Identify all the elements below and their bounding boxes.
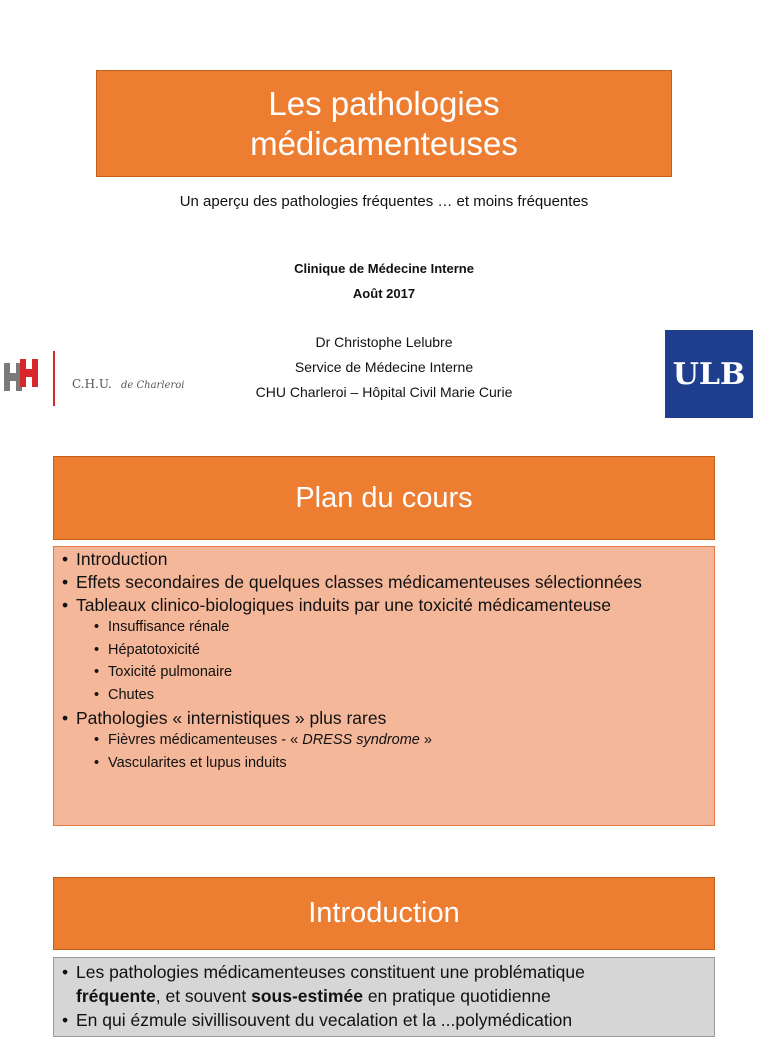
title-line-1: Les pathologies	[268, 84, 500, 122]
intro-text-1: Les pathologies médicamenteuses constituent une problématique	[76, 962, 585, 982]
intro-bullet-1: • Les pathologies médicamenteuses constituent une problématique fréquente, et souvent sous-estimée en pratique quotidienne	[62, 962, 585, 1006]
plan-item-effets: • Effets secondaires de quelques classes médicamenteuses sélectionnées	[60, 572, 708, 593]
plan-subitem: • Chutes	[60, 684, 708, 707]
intro-bullet-2: • En qui ézmule sivillisouvent du vecalation et la ...polymédication	[62, 1010, 573, 1030]
chu-logo-city: de Charleroi	[121, 380, 185, 391]
intro-text-4: En qui ézmule sivillisouvent du vecalation et la ...polymédication	[76, 1010, 573, 1030]
slide-title	[96, 70, 672, 177]
plan-item-introduction: • Introduction	[60, 549, 708, 570]
date-label: Août 2017	[352, 286, 416, 301]
intro-text-2: , et souvent	[155, 986, 247, 1006]
chu-charleroi-logo	[0, 351, 200, 401]
author-name: Dr Christophe Lelubre	[315, 334, 453, 350]
intro-bold-frequente: fréquente	[76, 986, 156, 1006]
service-name: Service de Médecine Interne	[294, 359, 474, 375]
chu-logo-text: C.H.U.	[72, 377, 112, 391]
plan-header: Plan du cours	[53, 456, 715, 540]
plan-item-pathologies: • Pathologies « internistiques » plus rares	[60, 708, 708, 729]
intro-text-3: en pratique quotidienne	[362, 986, 551, 1006]
chu-logo-icon	[0, 351, 200, 406]
plan-content	[53, 546, 715, 826]
plan-subitem: • Vascularites et lupus induits	[60, 752, 708, 775]
plan-subitem: • Insuffisance rénale	[60, 616, 708, 639]
title-line-2: médicamenteuses	[250, 124, 518, 162]
plan-subitem: • Fièvres médicamenteuses - « DRESS syndrome »	[60, 729, 708, 752]
ulb-logo: ULB	[665, 330, 753, 418]
plan-item-tableaux: • Tableaux clinico-biologiques induits par une toxicité médicamenteuse	[60, 595, 708, 616]
organization-label: Clinique de Médecine Interne	[294, 261, 474, 276]
plan-list	[60, 549, 708, 774]
introduction-header: Introduction	[53, 877, 715, 950]
hospital-name: CHU Charleroi – Hôpital Civil Marie Curie	[255, 384, 513, 400]
intro-bold-sous-estimee: sous-estimée	[251, 986, 363, 1006]
introduction-content	[53, 957, 715, 1037]
plan-subitem: • Toxicité pulmonaire	[60, 661, 708, 684]
dress-syndrome-emphasis: DRESS syndrome	[302, 732, 420, 748]
slide-subtitle: Un aperçu des pathologies fréquentes … et moins fréquentes	[179, 193, 589, 210]
plan-subitem: • Hépatotoxicité	[60, 639, 708, 662]
